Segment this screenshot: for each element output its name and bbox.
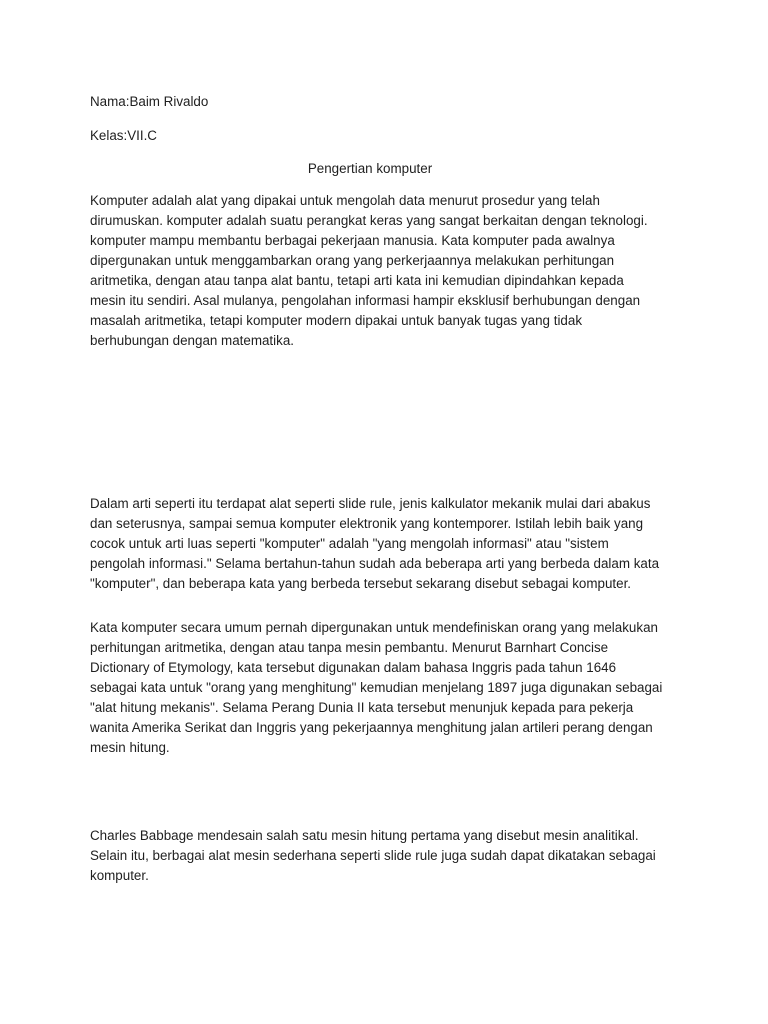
paragraph-line: masalah aritmetika, tetapi komputer modern dipakai untuk banyak tugas yang tidak [90, 313, 583, 328]
paragraph-line: aritmetika, dengan atau tanpa alat bantu, tetapi arti kata ini kemudian dipindahkan kepada [90, 273, 624, 288]
paragraph-line: komputer. [90, 868, 149, 883]
paragraph-line: "komputer", dan beberapa kata yang berbeda tersebut sekarang disebut sebagai komputer. [90, 576, 632, 591]
paragraph-3 [90, 618, 690, 758]
paragraph-line: mesin itu sendiri. Asal mulanya, pengolahan informasi hampir eksklusif berhubungan dengan [90, 293, 641, 308]
paragraph-line: mesin hitung. [90, 740, 170, 755]
paragraph-4 [90, 826, 690, 886]
paragraph-line: Kata komputer secara umum pernah dipergunakan untuk mendefiniskan orang yang melakukan [90, 620, 658, 635]
paragraph-line: wanita Amerika Serikat dan Inggris yang pekerjaannya menghitung jalan artileri perang dengan [90, 720, 653, 735]
paragraph-line: Dalam arti seperti itu terdapat alat seperti slide rule, jenis kalkulator mekanik mulai dari abakus [90, 496, 651, 511]
paragraph-line: "alat hitung mekanis". Selama Perang Dunia II kata tersebut menunjuk kepada para pekerja [90, 700, 634, 715]
paragraph-2 [90, 494, 690, 594]
paragraph-line: sebagai kata untuk "orang yang menghitung" kemudian menjelang 1897 juga digunakan sebagai [90, 680, 663, 695]
paragraph-line: perhitungan aritmetika, dengan atau tanpa mesin pembantu. Menurut Barnhart Concise [90, 640, 609, 655]
paragraph-line: dirumuskan. komputer adalah suatu perangkat keras yang sangat berkaitan dengan teknologi. [90, 213, 648, 228]
paragraph-line: Selain itu, berbagai alat mesin sederhana seperti slide rule juga sudah dapat dikatakan sebagai [90, 848, 656, 863]
paragraph-line: komputer mampu membantu berbagai pekerjaan manusia. Kata komputer pada awalnya [90, 233, 615, 248]
paragraph-line: Charles Babbage mendesain salah satu mesin hitung pertama yang disebut mesin analitikal. [90, 828, 639, 843]
paragraph-line: Komputer adalah alat yang dipakai untuk mengolah data menurut prosedur yang telah [90, 193, 600, 208]
student-class: Kelas:VII.C [90, 128, 157, 143]
paragraph-line: cocok untuk arti luas seperti "komputer" adalah "yang mengolah informasi" atau "sistem [90, 536, 609, 551]
paragraph-line: dan seterusnya, sampai semua komputer elektronik yang kontemporer. Istilah lebih baik yang [90, 516, 644, 531]
paragraph-line: dipergunakan untuk menggambarkan orang yang perkerjaannya melakukan perhitungan [90, 253, 615, 268]
paragraph-line: Dictionary of Etymology, kata tersebut digunakan dalam bahasa Inggris pada tahun 1646 [90, 660, 617, 675]
paragraph-1 [90, 191, 690, 351]
document-title: Pengertian komputer [307, 161, 433, 176]
student-name: Nama:Baim Rivaldo [90, 94, 209, 109]
paragraph-line: berhubungan dengan matematika. [90, 333, 294, 348]
paragraph-line: pengolah informasi." Selama bertahun-tahun sudah ada beberapa arti yang berbeda dalam kata [90, 556, 660, 571]
